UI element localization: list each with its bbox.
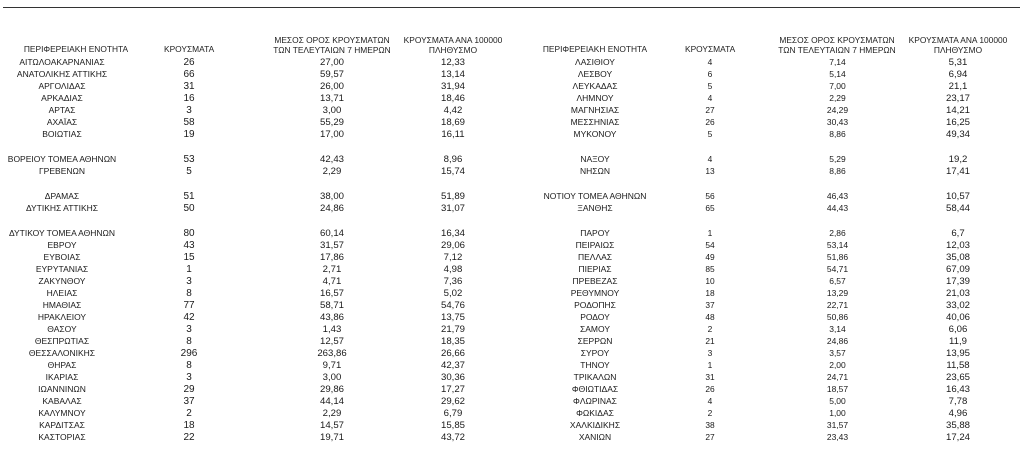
cell-cases: 19 (183, 129, 195, 140)
cell-name: ΤΗΝΟΥ (580, 360, 610, 370)
cell-avg: 13,71 (319, 93, 344, 104)
cell-cases: 4 (707, 396, 713, 406)
cell-name: ΗΛΕΙΑΣ (46, 288, 78, 298)
cell-per: 18,46 (440, 93, 465, 104)
cell-name: ΕΥΒΟΙΑΣ (43, 252, 81, 262)
cell-name: ΔΥΤΙΚΟΥ ΤΟΜΕΑ ΑΘΗΝΩΝ (8, 228, 116, 238)
cell-per: 6,7 (951, 228, 965, 239)
cell-avg: 5,14 (829, 69, 846, 79)
cell-per: 7,12 (443, 252, 463, 263)
cell-avg: 17,00 (319, 129, 344, 140)
cell-name: ΡΟΔΟΠΗΣ (574, 300, 616, 310)
cell-avg: 26,00 (319, 81, 344, 92)
cell-cases: 80 (183, 228, 195, 239)
cell-per: 51,89 (440, 191, 465, 202)
cell-cases: 56 (705, 191, 715, 201)
cell-name: ΜΑΓΝΗΣΙΑΣ (570, 105, 620, 115)
cell-cases: 58 (183, 117, 195, 128)
cell-cases: 18 (183, 420, 195, 431)
header-left-cases: ΚΡΟΥΣΜΑΤΑ (164, 44, 215, 54)
cell-name: ΠΕΛΛΑΣ (577, 252, 613, 262)
cell-per: 6,94 (948, 69, 968, 80)
cell-name: ΔΡΑΜΑΣ (44, 191, 80, 201)
cell-per: 4,42 (443, 105, 463, 116)
cell-avg: 30,43 (826, 117, 849, 127)
cell-cases: 15 (183, 252, 195, 263)
cell-cases: 77 (183, 300, 195, 311)
cell-per: 10,57 (945, 191, 970, 202)
cell-avg: 27,00 (319, 57, 344, 68)
header-left-region: ΠΕΡΙΦΕΡΕΙΑΚΗ ΕΝΟΤΗΤΑ (23, 44, 129, 54)
cell-per: 18,69 (440, 117, 465, 128)
cell-name: ΡΕΘΥΜΝΟΥ (570, 288, 620, 298)
cell-name: ΦΩΚΙΔΑΣ (576, 408, 614, 418)
cell-name: ΤΡΙΚΑΛΩΝ (573, 372, 617, 382)
cell-avg: 263,86 (317, 348, 347, 359)
cell-per: 5,02 (443, 288, 463, 299)
cell-name: ΚΑΣΤΟΡΙΑΣ (38, 432, 86, 442)
top-rule (3, 7, 1020, 8)
cell-avg: 8,86 (829, 129, 846, 139)
cell-per: 17,27 (440, 384, 465, 395)
cell-per: 16,34 (440, 228, 465, 239)
cell-per: 21,03 (945, 288, 970, 299)
cell-avg: 24,86 (319, 203, 344, 214)
cell-name: ΝΟΤΙΟΥ ΤΟΜΕΑ ΑΘΗΝΩΝ (543, 191, 647, 201)
cell-avg: 44,43 (826, 203, 849, 213)
cell-avg: 43,86 (319, 312, 344, 323)
cell-per: 7,36 (443, 276, 463, 287)
cell-cases: 27 (705, 105, 715, 115)
cell-name: ΒΟΡΕΙΟΥ ΤΟΜΕΑ ΑΘΗΝΩΝ (7, 154, 117, 164)
cell-avg: 1,00 (829, 408, 846, 418)
cell-cases: 5 (186, 166, 192, 177)
cell-avg: 55,29 (319, 117, 344, 128)
cell-per: 49,34 (945, 129, 970, 140)
cell-cases: 3 (186, 276, 192, 287)
cell-cases: 3 (707, 348, 713, 358)
cell-cases: 37 (705, 300, 715, 310)
cell-per: 7,78 (948, 396, 968, 407)
cell-per: 31,07 (440, 203, 465, 214)
cell-name: ΧΑΝΙΩΝ (578, 432, 612, 442)
cell-name: ΔΥΤΙΚΗΣ ΑΤΤΙΚΗΣ (25, 203, 99, 213)
cell-name: ΚΑΡΔΙΤΣΑΣ (39, 420, 85, 430)
cell-per: 13,75 (440, 312, 465, 323)
cell-per: 54,76 (440, 300, 465, 311)
cell-cases: 5 (707, 81, 713, 91)
cell-name: ΓΡΕΒΕΝΩΝ (39, 166, 85, 176)
cell-per: 58,44 (945, 203, 970, 214)
cell-name: ΗΜΑΘΙΑΣ (42, 300, 82, 310)
cell-cases: 22 (183, 432, 195, 443)
cell-avg: 8,86 (829, 166, 846, 176)
cell-name: ΘΕΣΣΑΛΟΝΙΚΗΣ (28, 348, 96, 358)
cell-name: ΘΕΣΠΡΩΤΙΑΣ (34, 336, 90, 346)
cell-per: 35,88 (945, 420, 970, 431)
cell-cases: 4 (707, 154, 713, 164)
cell-cases: 4 (707, 57, 713, 67)
cell-avg: 7,00 (829, 81, 846, 91)
cell-avg: 59,57 (319, 69, 344, 80)
cell-cases: 66 (183, 69, 195, 80)
cell-name: ΣΑΜΟΥ (579, 324, 610, 334)
cell-name: ΖΑΚΥΝΘΟΥ (38, 276, 86, 286)
cell-per: 17,24 (945, 432, 970, 443)
header-left-per100k: ΚΡΟΥΣΜΑΤΑ ΑΝΑ 100000 ΠΛΗΘΥΣΜΟ (403, 35, 503, 55)
cell-avg: 18,57 (826, 384, 849, 394)
cell-cases: 2 (707, 408, 713, 418)
cell-cases: 54 (705, 240, 715, 250)
cell-avg: 2,29 (322, 408, 342, 419)
cell-per: 15,85 (440, 420, 465, 431)
cell-cases: 5 (707, 129, 713, 139)
cell-avg: 22,71 (826, 300, 849, 310)
cell-per: 19,2 (948, 154, 968, 165)
cell-name: ΒΟΙΩΤΙΑΣ (42, 129, 82, 139)
cell-avg: 2,00 (829, 360, 846, 370)
cell-name: ΝΗΣΩΝ (579, 166, 611, 176)
cell-name: ΗΡΑΚΛΕΙΟΥ (37, 312, 87, 322)
cell-name: ΝΑΞΟΥ (580, 154, 610, 164)
cell-avg: 2,29 (829, 93, 846, 103)
cell-cases: 29 (183, 384, 195, 395)
cell-name: ΦΛΩΡΙΝΑΣ (573, 396, 617, 406)
cell-name: ΚΑΛΥΜΝΟΥ (38, 408, 86, 418)
cell-per: 5,31 (948, 57, 968, 68)
cell-per: 40,06 (945, 312, 970, 323)
cell-avg: 2,86 (829, 228, 846, 238)
cell-cases: 31 (183, 81, 195, 92)
cell-avg: 3,14 (829, 324, 846, 334)
cell-avg: 14,57 (319, 420, 344, 431)
cell-per: 12,03 (945, 240, 970, 251)
cell-name: ΘΗΡΑΣ (47, 360, 77, 370)
cell-avg: 5,00 (829, 396, 846, 406)
cell-name: ΡΟΔΟΥ (580, 312, 610, 322)
cell-name: ΘΑΣΟΥ (47, 324, 77, 334)
cell-per: 35,08 (945, 252, 970, 263)
cell-avg: 16,57 (319, 288, 344, 299)
cell-per: 12,33 (440, 57, 465, 68)
cell-per: 6,79 (443, 408, 463, 419)
header-right-avg7: ΜΕΣΟΣ ΟΡΟΣ ΚΡΟΥΣΜΑΤΩΝ ΤΩΝ ΤΕΛΕΥΤΑΙΩΝ 7 ΗΜΕΡΩΝ (778, 35, 896, 55)
cell-name: ΦΘΙΩΤΙΔΑΣ (571, 384, 619, 394)
cell-avg: 9,71 (322, 360, 342, 371)
cell-avg: 3,00 (322, 372, 342, 383)
cell-cases: 38 (705, 420, 715, 430)
cell-per: 31,94 (440, 81, 465, 92)
cell-cases: 4 (707, 93, 713, 103)
cell-cases: 16 (183, 93, 195, 104)
cell-avg: 2,29 (322, 166, 342, 177)
cell-cases: 85 (705, 264, 715, 274)
cell-avg: 2,71 (322, 264, 342, 275)
cell-per: 13,14 (440, 69, 465, 80)
cell-cases: 42 (183, 312, 195, 323)
cell-name: ΑΡΓΟΛΙΔΑΣ (38, 81, 86, 91)
cell-cases: 6 (707, 69, 713, 79)
cell-avg: 44,14 (319, 396, 344, 407)
cell-name: ΠΑΡΟΥ (580, 228, 610, 238)
cell-avg: 23,43 (826, 432, 849, 442)
cell-per: 4,98 (443, 264, 463, 275)
cell-per: 33,02 (945, 300, 970, 311)
cell-per: 30,36 (440, 372, 465, 383)
cell-name: ΜΕΣΣΗΝΙΑΣ (570, 117, 620, 127)
cell-cases: 21 (705, 336, 715, 346)
cell-per: 14,21 (945, 105, 970, 116)
cell-per: 42,37 (440, 360, 465, 371)
cell-name: ΣΕΡΡΩΝ (577, 336, 613, 346)
cell-avg: 19,71 (319, 432, 344, 443)
cell-name: ΑΡΤΑΣ (48, 105, 76, 115)
cell-cases: 18 (705, 288, 715, 298)
cell-name: ΑΝΑΤΟΛΙΚΗΣ ΑΤΤΙΚΗΣ (16, 69, 108, 79)
cell-avg: 53,14 (826, 240, 849, 250)
cell-avg: 17,86 (319, 252, 344, 263)
cell-avg: 3,57 (829, 348, 846, 358)
cell-name: ΜΥΚΟΝΟΥ (573, 129, 617, 139)
cell-per: 16,11 (441, 129, 465, 140)
cell-per: 23,65 (945, 372, 970, 383)
cell-avg: 24,86 (826, 336, 849, 346)
cell-cases: 8 (186, 360, 192, 371)
cell-name: ΠΕΙΡΑΙΩΣ (575, 240, 615, 250)
cell-name: ΑΧΑΪΑΣ (46, 117, 78, 127)
cell-cases: 1 (707, 360, 713, 370)
cell-avg: 3,00 (322, 105, 342, 116)
cell-cases: 8 (186, 288, 192, 299)
cell-name: ΑΡΚΑΔΙΑΣ (41, 93, 83, 103)
cell-cases: 50 (183, 203, 195, 214)
cell-name: ΛΕΥΚΑΔΑΣ (572, 81, 618, 91)
cell-name: ΛΗΜΝΟΥ (576, 93, 614, 103)
cell-avg: 46,43 (826, 191, 849, 201)
cell-name: ΛΕΣΒΟΥ (577, 69, 613, 79)
cell-avg: 6,57 (829, 276, 846, 286)
cell-avg: 13,29 (826, 288, 849, 298)
cell-per: 23,17 (945, 93, 970, 104)
cell-name: ΚΑΒΑΛΑΣ (42, 396, 82, 406)
cell-per: 15,74 (440, 166, 465, 177)
cell-cases: 3 (186, 324, 192, 335)
cell-name: ΧΑΛΚΙΔΙΚΗΣ (569, 420, 621, 430)
cell-cases: 3 (186, 372, 192, 383)
cell-avg: 58,71 (319, 300, 344, 311)
cell-avg: 4,71 (322, 276, 342, 287)
cell-avg: 50,86 (826, 312, 849, 322)
cell-cases: 51 (183, 191, 195, 202)
cell-avg: 29,86 (319, 384, 344, 395)
cell-cases: 1 (707, 228, 713, 238)
cell-avg: 24,29 (826, 105, 849, 115)
header-right-per100k: ΚΡΟΥΣΜΑΤΑ ΑΝΑ 100000 ΠΛΗΘΥΣΜΟ (908, 35, 1008, 55)
cell-name: ΕΥΡΥΤΑΝΙΑΣ (35, 264, 89, 274)
cell-cases: 2 (707, 324, 713, 334)
cell-cases: 27 (705, 432, 715, 442)
cell-avg: 24,71 (826, 372, 849, 382)
cell-per: 6,06 (948, 324, 968, 335)
cell-per: 4,96 (948, 408, 968, 419)
cell-per: 16,43 (945, 384, 970, 395)
cell-name: ΠΙΕΡΙΑΣ (578, 264, 612, 274)
header-right-cases: ΚΡΟΥΣΜΑΤΑ (685, 44, 736, 54)
cell-cases: 8 (186, 336, 192, 347)
cell-per: 29,62 (440, 396, 465, 407)
cell-per: 11,58 (946, 360, 970, 371)
cell-avg: 51,86 (826, 252, 849, 262)
cell-cases: 31 (705, 372, 715, 382)
cell-cases: 1 (186, 264, 192, 275)
cell-cases: 53 (183, 154, 195, 165)
cell-avg: 60,14 (319, 228, 344, 239)
cell-per: 8,96 (443, 154, 463, 165)
header-right-region: ΠΕΡΙΦΕΡΕΙΑΚΗ ΕΝΟΤΗΤΑ (542, 44, 648, 54)
cell-per: 17,41 (945, 166, 970, 177)
cell-cases: 26 (705, 117, 715, 127)
cell-per: 18,35 (440, 336, 465, 347)
cell-name: ΠΡΕΒΕΖΑΣ (572, 276, 618, 286)
cell-per: 26,66 (440, 348, 465, 359)
cell-per: 16,25 (945, 117, 970, 128)
cell-cases: 2 (186, 408, 192, 419)
cell-name: ΛΑΣΙΘΙΟΥ (575, 57, 615, 67)
cell-cases: 49 (705, 252, 715, 262)
cell-avg: 31,57 (826, 420, 849, 430)
cell-cases: 296 (180, 348, 198, 359)
cell-cases: 43 (183, 240, 195, 251)
cell-avg: 5,29 (829, 154, 846, 164)
cell-per: 29,06 (440, 240, 465, 251)
cell-cases: 13 (705, 166, 715, 176)
cell-avg: 1,43 (322, 324, 342, 335)
cell-per: 11,9 (949, 336, 967, 347)
cell-avg: 38,00 (319, 191, 344, 202)
cell-per: 67,09 (945, 264, 970, 275)
cell-per: 13,95 (945, 348, 970, 359)
cell-avg: 42,43 (319, 154, 344, 165)
cell-cases: 65 (705, 203, 715, 213)
cell-per: 43,72 (440, 432, 465, 443)
cell-cases: 26 (705, 384, 715, 394)
cell-name: ΙΩΑΝΝΙΝΩΝ (38, 384, 86, 394)
cell-name: ΕΒΡΟΥ (47, 240, 77, 250)
cell-name: ΙΚΑΡΙΑΣ (45, 372, 79, 382)
cell-name: ΑΙΤΩΛΟΑΚΑΡΝΑΝΙΑΣ (19, 57, 105, 67)
cell-cases: 48 (705, 312, 715, 322)
cell-avg: 54,71 (826, 264, 849, 274)
cell-avg: 12,57 (319, 336, 344, 347)
cell-per: 21,79 (440, 324, 465, 335)
cell-avg: 31,57 (319, 240, 344, 251)
header-left-avg7: ΜΕΣΟΣ ΟΡΟΣ ΚΡΟΥΣΜΑΤΩΝ ΤΩΝ ΤΕΛΕΥΤΑΙΩΝ 7 ΗΜΕΡΩΝ (273, 35, 391, 55)
cell-cases: 26 (183, 57, 195, 68)
cell-per: 21,1 (948, 81, 968, 92)
cell-cases: 10 (705, 276, 715, 286)
cell-cases: 37 (183, 396, 195, 407)
cell-name: ΞΑΝΘΗΣ (577, 203, 613, 213)
cell-avg: 7,14 (829, 57, 846, 67)
cell-name: ΣΥΡΟΥ (580, 348, 610, 358)
cell-cases: 3 (186, 105, 192, 116)
cell-per: 17,39 (945, 276, 970, 287)
